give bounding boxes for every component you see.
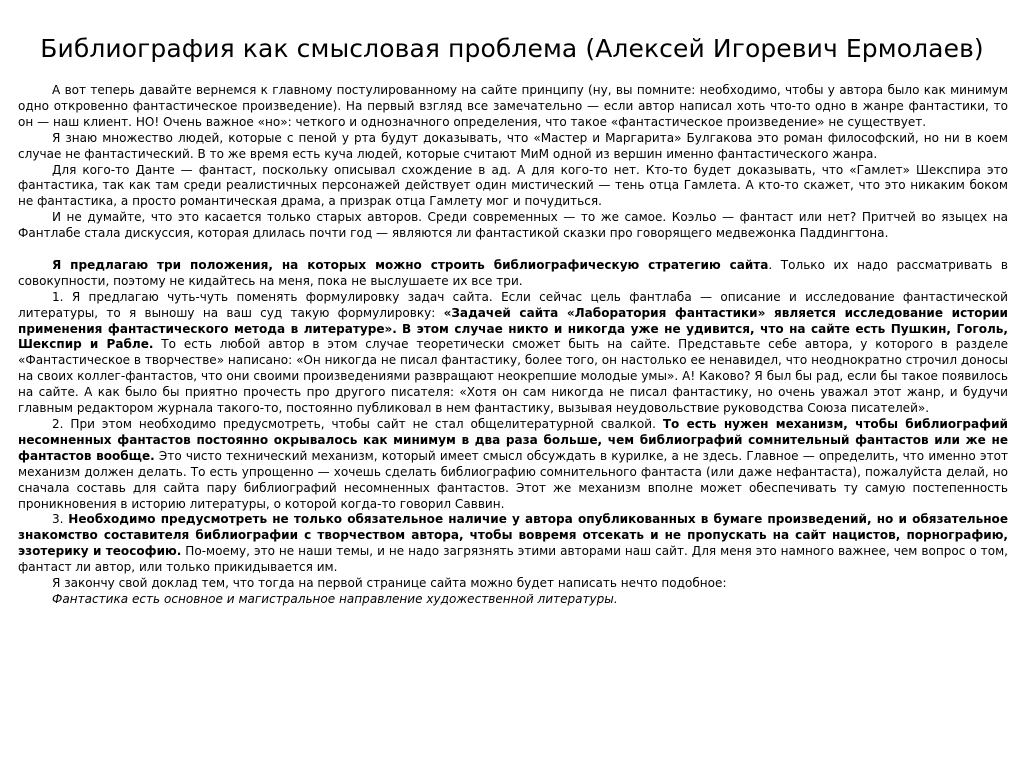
point-2-emphasis: То есть нужен механизм, чтобы библиографий несомненных фантастов постоянно окрывалось как минимум в два раза больше, чем библиографий сомнительный фантастов или же не фантастов вообще.	[18, 417, 1008, 463]
paragraph-proposal	[18, 258, 1008, 290]
proposal-rest: . Только их надо рассматривать в совокупности, поэтому не кидайтесь на меня, пока не выслушаете их все три.	[18, 257, 1008, 288]
point-2	[18, 417, 1008, 512]
point-3-rest: По-моему, это не наши темы, и не надо загрязнять этими авторами наш сайт. Для меня это намного важнее, чем вопрос о том, фантаст ли автор, или только прикидывается им.	[18, 544, 1008, 575]
point-1-intro: 1. Я предлагаю чуть-чуть поменять формулировку задач сайта. Если сейчас цель фантлаба — описание и исследование фантастической литературы, то я выношу на ваш суд такую формулировку:	[18, 289, 1008, 320]
paragraph-conclusion: Я закончу свой доклад тем, что тогда на первой странице сайта можно будет написать нечто подобное:	[52, 576, 727, 591]
point-1-rest: То есть любой автор в этом случае теоретически сможет быть на сайте. Представьте себе автора, у которого в разделе «Фантастическое в творчестве» написано: «Он никогда не писал фантастику, более того, он настолько ее ненавидел, что неоднократно строчил доносы на своих коллег-фантастов, что они своими произведениями развращают неокрепшие молодые умы». А! Каково? Я был бы рад, если бы такое появилось на сайте. А как было бы приятно прочесть про другого писателя: «Хотя он сам никогда не писал фантастику, но очень уважал этот жанр, и будучи главным редактором журнала такого-то, постоянно публиковал в нем фантастику, вызывая неудовольствие руководства Союза писателей».	[18, 337, 1009, 416]
point-1	[18, 290, 1008, 417]
paragraph-3: Для кого-то Данте — фантаст, поскольку описывал схождение в ад. А для кого-то нет. Кто-то будет доказывать, что «Гамлет» Шекспира это фантастика, так как там среди реалистичных персонажей действует один мистический — тень отца Гамлета. А кто-то скажет, что это никаким боком не фантастика, а просто романтическая драма, а призрак отца Гамлету мог и почудиться.	[18, 162, 1008, 209]
point-3	[18, 512, 1008, 576]
point-3-emphasis: Необходимо предусмотреть не только обязательное наличие у автора опубликованных в бумаге произведений, но и обязательное знакомство составителя библиографии с творчеством автора, чтобы вовремя отсекать и не пропускать на сайт нацистов, порнографию, эзотерику и теософию.	[18, 512, 1009, 559]
point-1-emphasis: В этом случае никто и никогда уже не удивится, что на сайте есть Пушкин, Гоголь, Шекспир и Рабле.	[18, 321, 1008, 352]
paragraph-2: Я знаю множество людей, которые с пеной у рта будут доказывать, что «Мастер и Маргарита» Булгакова это роман философский, но ни в коем случае не фантастический. В то же время есть куча людей, которые считают МиМ одной из вершин именно фантастического жанра.	[18, 130, 1008, 161]
point-2-intro: 2. При этом необходимо предусмотреть, чтобы сайт не стал общелитературной свалкой.	[52, 417, 663, 432]
paragraph-motto	[18, 592, 1008, 608]
paragraph-1: А вот теперь давайте вернемся к главному постулированному на сайте принципу (ну, вы помните: необходимо, чтобы у автора было как минимум одно откровенно фантастическое произведение). На первый взгляд все замечательно — если автор написал хоть что-то одно в жанре фантастики, то он — наш клиент. НО! Очень важное «но»: четкого и однозначного определения, что такое «фантастическое произведение» не существует.	[18, 83, 1008, 129]
proposal-bold: Я предлагаю три положения, на которых можно строить библиографическую стратегию сайта	[52, 257, 769, 272]
paragraph-4: И не думайте, что это касается только старых авторов. Среди современных — то же самое. Коэльо — фантаст или нет? Притчей во языцех на Фантлабе стала дискуссия, которая длилась почти год — являются ли фантастикой сказки про говорящего медвежонка Паддингтона.	[18, 210, 1008, 241]
page-title: Библиография как смысловая проблема (Алексей Игоревич Ермолаев)	[40, 34, 984, 63]
point-2-rest: Это чисто технический механизм, который имеет смысл обсуждать в курилке, а не здесь. Главное — определить, что именно этот механизм должен делать. То есть упрощенно — хочешь сделать библиографию сомнительного фантаста (или даже нефантаста), пожалуйста делай, но сначала составь для сайта пару библиографий несомненных фантастов. Этот же механизм вполне может обеспечивать ту самую постепенность проникновения в историю литературы, о которой когда-то говорил Саввин.	[18, 448, 1008, 511]
motto-italic: Фантастика есть основное и магистральное направление художественной литературы.	[52, 591, 618, 606]
article-body	[18, 83, 1008, 608]
point-3-number: 3.	[52, 512, 69, 527]
point-1-formulation: «Задачей сайта «Лаборатория фантастики» является исследование истории применения фантастического метода в литературе».	[18, 305, 1008, 336]
